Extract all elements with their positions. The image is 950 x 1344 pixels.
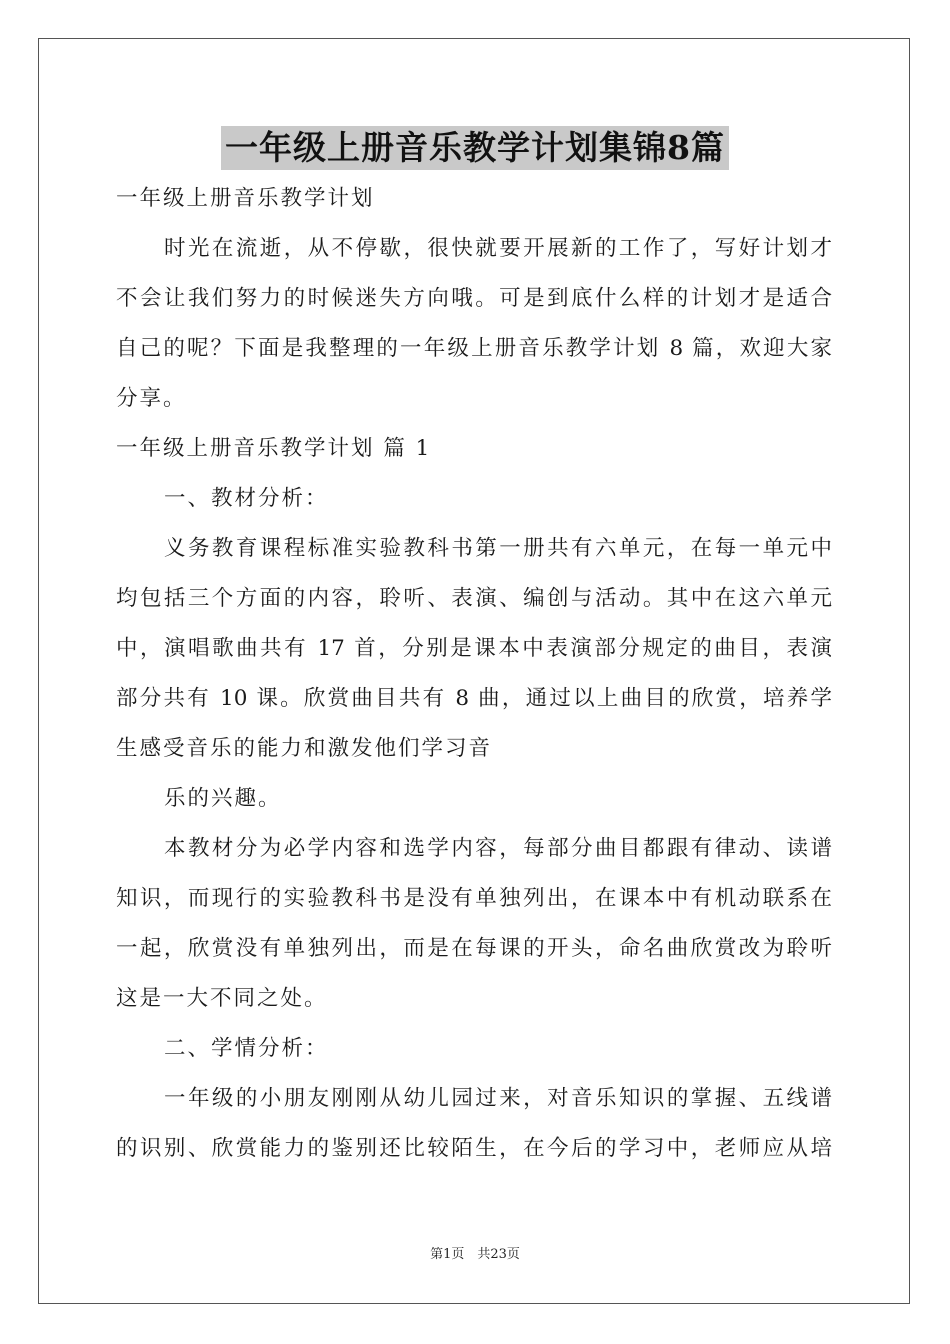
paragraph-line: 义务教育课程标准实验教科书第一册共有六单元，在每一单元中 bbox=[164, 536, 832, 561]
paragraph-line: 分享。 bbox=[116, 386, 187, 411]
page-border bbox=[38, 38, 910, 1304]
paragraph-line: 这是一大不同之处。 bbox=[116, 986, 328, 1011]
section-heading: 一年级上册音乐教学计划 bbox=[116, 186, 375, 211]
section-heading: 一年级上册音乐教学计划 篇 1 bbox=[116, 436, 432, 461]
subheading: 一、教材分析： bbox=[164, 486, 329, 511]
paragraph-line: 不会让我们努力的时候迷失方向哦。可是到底什么样的计划才是适合 bbox=[116, 286, 832, 311]
document-title: 一年级上册音乐教学计划集锦8篇 bbox=[221, 126, 729, 170]
paragraph-line: 一年级的小朋友刚刚从幼儿园过来，对音乐知识的掌握、五线谱 bbox=[164, 1086, 832, 1111]
paragraph-line: 均包括三个方面的内容，聆听、表演、编创与活动。其中在这六单元 bbox=[116, 586, 832, 611]
paragraph-line: 乐的兴趣。 bbox=[164, 786, 282, 811]
paragraph-line: 一起，欣赏没有单独列出，而是在每课的开头，命名曲欣赏改为聆听 bbox=[116, 936, 832, 961]
paragraph-line: 本教材分为必学内容和选学内容，每部分曲目都跟有律动、读谱 bbox=[164, 836, 832, 861]
paragraph-line: 自己的呢？下面是我整理的一年级上册音乐教学计划 8 篇，欢迎大家 bbox=[116, 336, 832, 361]
page-footer: 第1页 共23页 bbox=[430, 1247, 520, 1262]
subheading: 二、学情分析： bbox=[164, 1036, 329, 1061]
paragraph-line: 知识，而现行的实验教科书是没有单独列出，在课本中有机动联系在 bbox=[116, 886, 832, 911]
paragraph-line: 生感受音乐的能力和激发他们学习音 bbox=[116, 736, 493, 761]
paragraph-line: 部分共有 10 课。欣赏曲目共有 8 曲，通过以上曲目的欣赏，培养学 bbox=[116, 686, 832, 711]
title-wrap bbox=[0, 126, 950, 170]
paragraph-line: 时光在流逝，从不停歇，很快就要开展新的工作了，写好计划才 bbox=[164, 236, 832, 261]
paragraph-line: 的识别、欣赏能力的鉴别还比较陌生，在今后的学习中，老师应从培 bbox=[116, 1136, 832, 1161]
paragraph-line: 中，演唱歌曲共有 17 首，分别是课本中表演部分规定的曲目，表演 bbox=[116, 636, 832, 661]
